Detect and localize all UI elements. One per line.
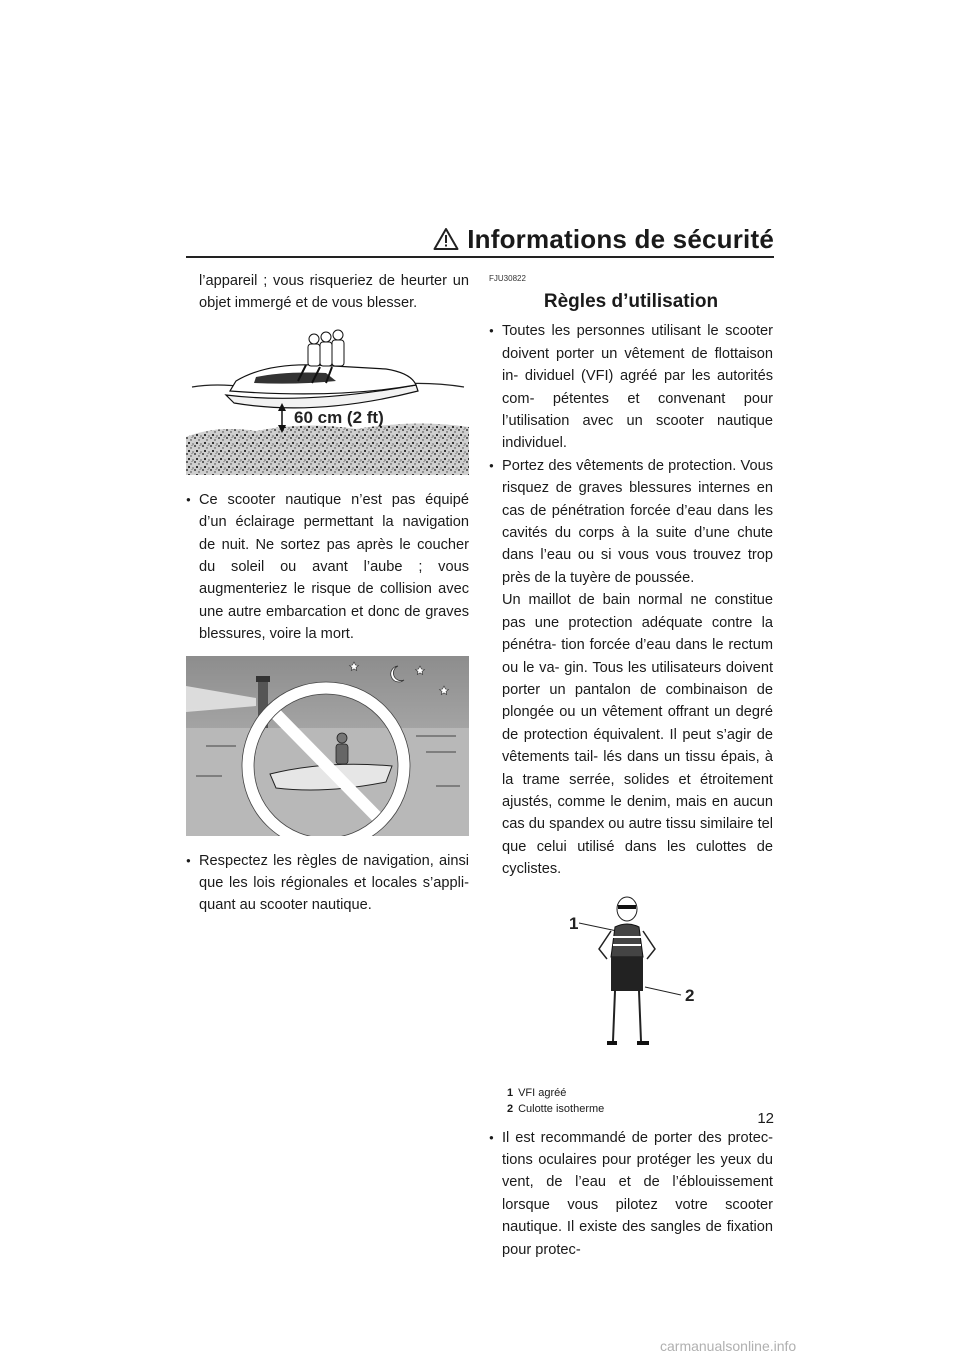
left-bullet-list-2 (186, 850, 469, 917)
rider-protective-gear-illustration (489, 891, 773, 1071)
left-bullet-list (186, 489, 469, 646)
depth-label: 60 cm (2 ft) (294, 407, 384, 427)
legend-item-1: 1 VFI agréé (507, 1086, 567, 1099)
navigation-rules-bullet: ● Respectez les règles de navigation, ainsi que les lois régionales et locales s’appli- quant au scooter nautique. (186, 850, 469, 917)
continued-text: l’appareil ; vous risqueriez de heurter un objet immergé et de vous blesser. (199, 273, 469, 312)
protective-clothing-bullet: ● Portez des vêtements de protection. Vous risquez de graves blessures internes en cas de pénétration forcée d’eau dans les cavités du corps à la suite d’une chute dans l’eau ou si vous vous trouvez trop près de la tuyère de poussée. (489, 455, 773, 589)
no-night-riding-illustration (186, 656, 469, 836)
figure-legend (507, 1085, 773, 1117)
swimwear-paragraph: Un maillot de bain normal ne constitue pas une protection adéquate contre la pénétra- tion forcée d’eau dans le rectum ou le va- gin. Tous les utilisateurs doivent porter un pantalon de combinaison de plongée ou un vêtement offrant un degré de protection équivalent. Il peut s’agir de vêtements tail- lés dans un tissu épais, à la trame serrée, solides et étroitement ajustés, comme le denim, mais en aucun cas du spandex ou autre tissu similaire tel que celui utilisé dans les culottes de cyclistes. (502, 592, 773, 878)
watermark: carmanualsonline.info (660, 1338, 797, 1354)
callout-1: 1 (569, 913, 579, 933)
page-title: Informations de sécurité (467, 223, 774, 254)
page-number: 12 (757, 1110, 774, 1127)
section-code: FJU30822 (489, 274, 526, 283)
right-column (489, 270, 773, 1261)
legend-item-2: 2 Culotte isotherme (507, 1102, 605, 1115)
left-column (186, 270, 469, 917)
right-bullet-list (489, 320, 773, 589)
warning-triangle-icon (433, 227, 459, 251)
jet-ski-depth-illustration (186, 325, 469, 475)
night-navigation-bullet: ● Ce scooter nautique n’est pas équipé d’un éclairage permettant la navigation de nuit. Ne sortez pas après le coucher du soleil ou avant l’aube ; vous augmenteriez le risque de collision avec une autre embarcation et donc de graves blessures, voire la mort. (186, 489, 469, 646)
eye-protection-bullet: ● Il est recommandé de porter des protec- tions oculaires pour protéger les yeux du vent, de l’eau et de l’éblouissement lorsque vous pilotez votre scooter nautique. Il existe des sangles de fixation pour protec- (489, 1127, 773, 1261)
page-header (186, 222, 774, 258)
right-bullet-list-2 (489, 1127, 773, 1261)
callout-2: 2 (685, 985, 695, 1005)
section-title: Règles d’utilisation (543, 291, 719, 313)
flotation-device-bullet: ● Toutes les personnes utilisant le scooter doivent porter un vêtement de flottaison in- dividuel (VFI) agréé par les autorités com- pétentes et convenant pour l’utilisation avec un scooter nautique individuel. (489, 320, 773, 454)
